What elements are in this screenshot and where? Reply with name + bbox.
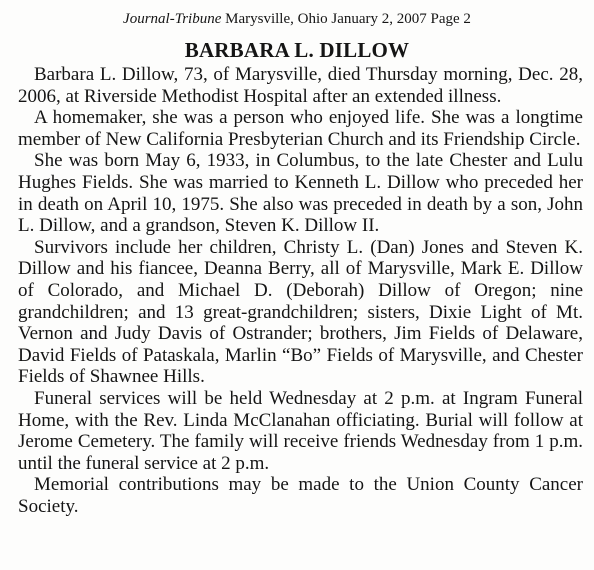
paragraph-birth-family: She was born May 6, 1933, in Columbus, to the late Chester and Lulu Hughes Fields. She was married to Kenneth L. Dillow who preceded her in death on April 10, 1975. She also was preceded in death by a son, John L. Dillow, and a grandson, Steven K. Dillow II. [18, 150, 583, 237]
paragraph-funeral-services: Funeral services will be held Wednesday at 2 p.m. at Ingram Funeral Home, with the Rev. Linda McClanahan officiating. Burial will follow at Jerome Cemetery. The family will receive friends Wednesday from 1 p.m. until the funeral service at 2 p.m. [18, 387, 583, 474]
source-line [0, 10, 594, 28]
paragraph-survivors: Survivors include her children, Christy L. (Dan) Jones and Steven K. Dillow and his fiancee, Deanna Berry, all of Marysville, Mark E. Dillow of Colorado, and Michael D. (Deborah) Dillow of Oregon; nine grandchildren; and 13 great-grandchildren; sisters, Dixie Light of Mt. Vernon and Judy Davis of Ostrander; brothers, Jim Fields of Delaware, David Fields of Pataskala, Marlin “Bo” Fields of Marysville, and Chester Fields of Shawnee Hills. [18, 236, 583, 388]
publication-place-date-page: Marysville, Ohio January 2, 2007 Page 2 [225, 11, 471, 27]
publication-name: Journal-Tribune [123, 11, 222, 27]
obituary-headline: BARBARA L. DILLOW [184, 38, 410, 62]
obituary-body [18, 64, 583, 517]
paragraph-life: A homemaker, she was a person who enjoyed life. She was a longtime member of New California Presbyterian Church and its Friendship Circle. [18, 107, 583, 150]
paragraph-death-notice: Barbara L. Dillow, 73, of Marysville, died Thursday morning, Dec. 28, 2006, at Riverside Methodist Hospital after an extended illness. [18, 64, 583, 107]
paragraph-memorial: Memorial contributions may be made to the Union County Cancer Society. [18, 474, 583, 517]
